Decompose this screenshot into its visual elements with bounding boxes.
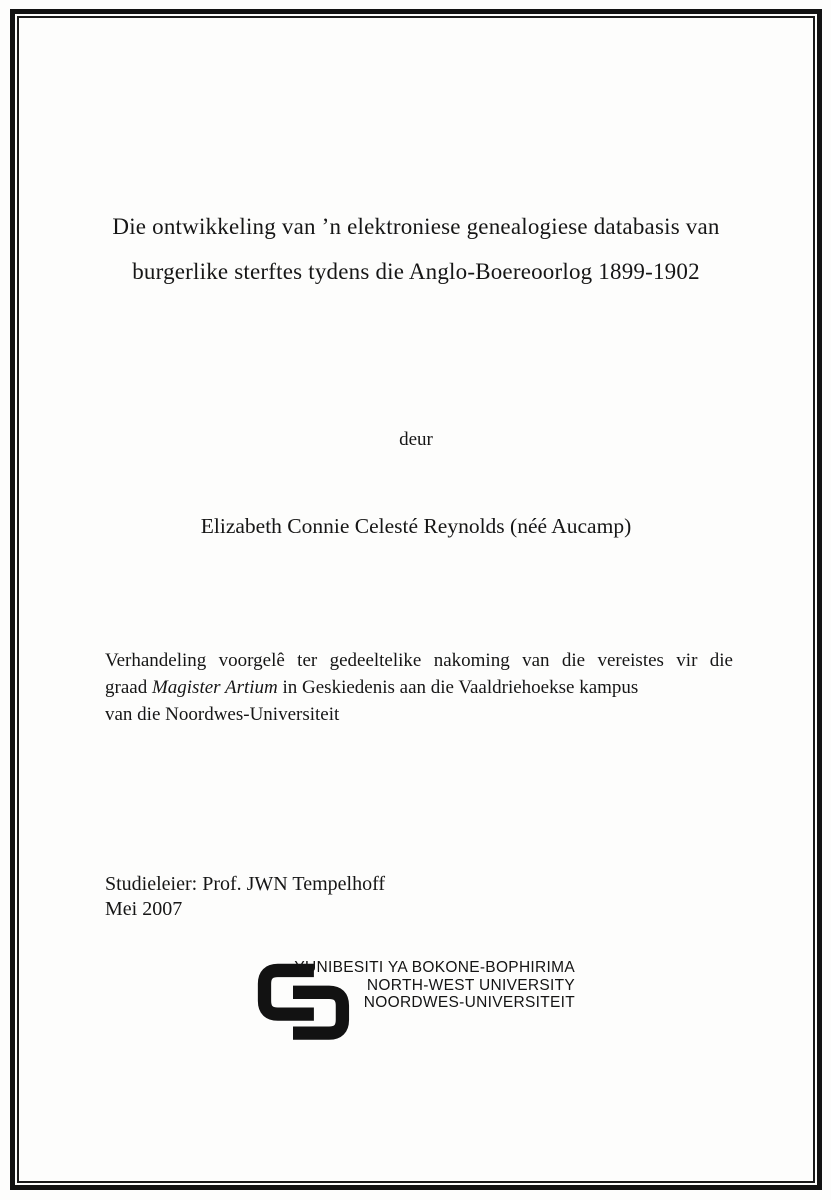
date-line: Mei 2007	[105, 898, 183, 920]
logo-text-afrikaans: NOORDWES-UNIVERSITEIT	[363, 994, 575, 1011]
university-logo	[255, 955, 575, 1043]
submission-statement	[105, 647, 733, 728]
author-name: Elizabeth Connie Celesté Reynolds (néé Aucamp)	[200, 514, 632, 538]
thesis-title	[19, 204, 813, 294]
logo-text-setswana: YUNIBESITI YA BOKONE-BOPHIRIMA	[294, 959, 575, 976]
submission-line2-prefix: graad	[105, 677, 152, 698]
degree-name: Magister Artium	[151, 677, 278, 698]
byline-label: deur	[399, 429, 433, 450]
thesis-title-line1: Die ontwikkeling van ’n elektroniese genealogiese databasis van	[112, 214, 720, 239]
page-border-outer	[10, 9, 822, 1190]
logo-text-english: NORTH-WEST UNIVERSITY	[366, 976, 575, 994]
thesis-title-line2: burgerlike sterftes tydens die Anglo-Boereoorlog 1899-1902	[132, 259, 700, 284]
page-border-inner	[17, 16, 815, 1183]
supervisor-line: Studieleier: Prof. JWN Tempelhoff	[105, 873, 386, 895]
supervisor-and-date	[105, 872, 733, 922]
submission-line3: van die Noordwes-Universiteit	[105, 704, 340, 725]
submission-line1: Verhandeling voorgelê ter gedeeltelike nakoming van die vereistes vir die	[105, 650, 733, 671]
university-logo-text	[294, 959, 575, 1012]
submission-line2	[105, 674, 733, 701]
submission-line2-suffix: in Geskiedenis aan die Vaaldriehoekse kampus	[277, 677, 639, 698]
